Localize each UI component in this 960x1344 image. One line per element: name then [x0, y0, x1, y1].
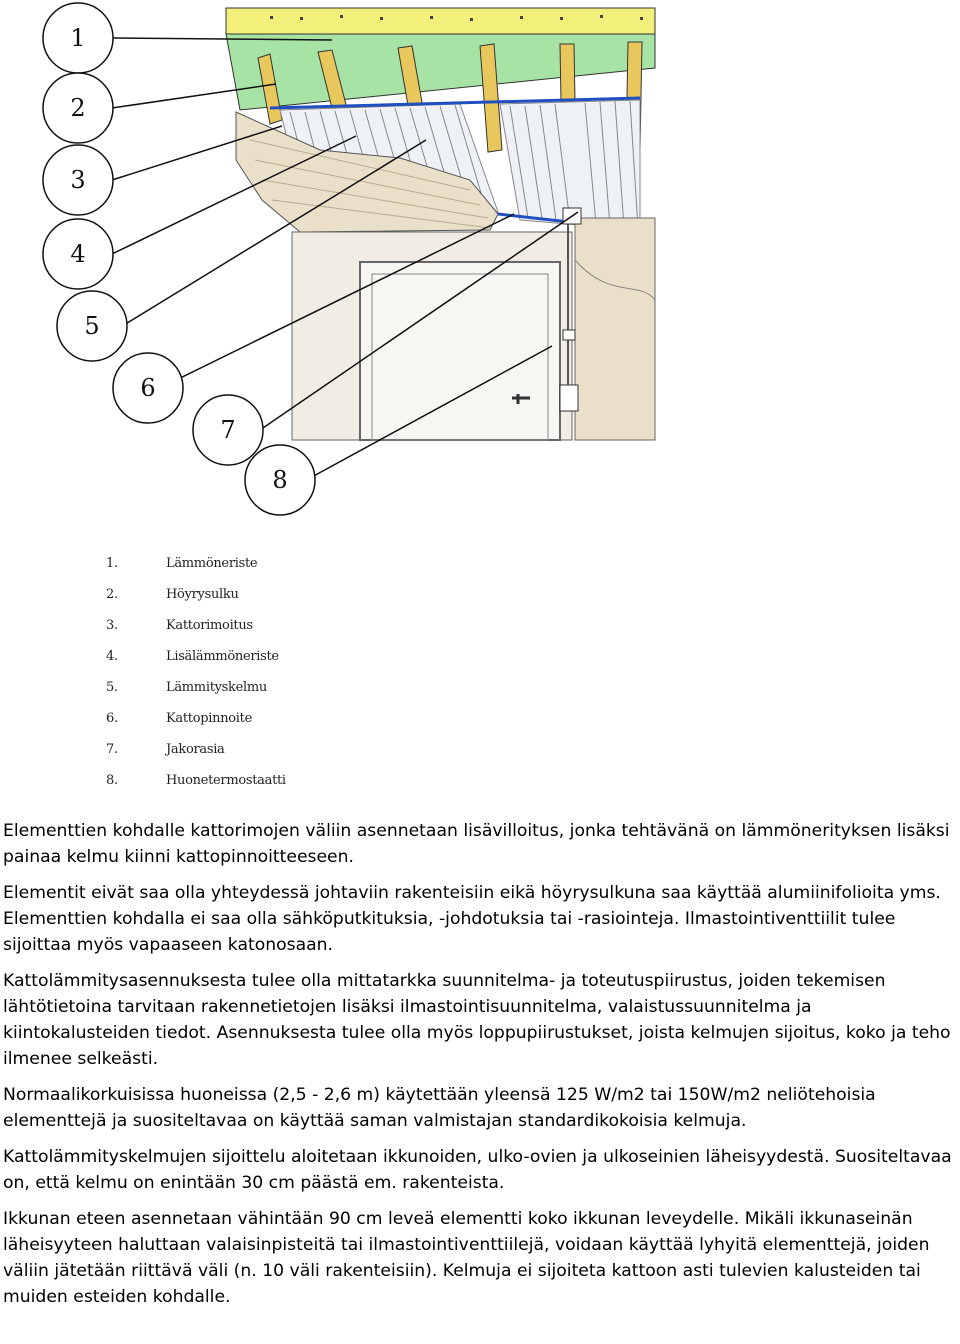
legend-label: Lisälämmöneriste [166, 649, 279, 664]
legend-label: Kattopinnoite [166, 711, 252, 726]
legend-label: Lämmöneriste [166, 556, 258, 571]
paragraph: Elementtien kohdalle kattorimojen väliin asennetaan lisävilloitus, jonka tehtävänä on lämmönerityksen lisäksi painaa kelmu kiinni kattopinnoitteeseen. [3, 821, 950, 867]
paragraph: Ikkunan eteen asennetaan vähintään 90 cm leveä elementti koko ikkunan leveydelle. Mikäli ikkunaseinän läheisyyteen haluttaan valaisinpisteitä tai ilmastointiventtiilejä, voidaan käyttää lyhyitä elementtejä, joiden väliin jätetään riittävä väli (n. 10 väli rakenteisiin). Kelmuja ei sijoiteta kattoon asti tulevien kalusteiden tai muiden esteiden kohdalle. [3, 1209, 930, 1307]
callout-label-2: 2 [70, 94, 86, 122]
legend-number: 6. [106, 711, 118, 726]
legend-number: 8. [106, 773, 118, 788]
callout-label-1: 1 [70, 24, 86, 52]
legend-label: Kattorimoitus [166, 618, 253, 633]
legend-label: Huonetermostaatti [166, 773, 286, 788]
paragraph: Normaalikorkuisissa huoneissa (2,5 - 2,6 m) käytettään yleensä 125 W/m2 tai 150W/m2 neliötehoisia elementtejä ja suositeltavaa on käyttää saman valmistajan standardikokoisia kelmuja. [3, 1085, 876, 1131]
paragraph: Kattolämmitysasennuksesta tulee olla mittatarkka suunnitelma- ja toteutuspiirustus, joiden tekemisen lähtötietoina tarvitaan rakennetietojen lisäksi ilmastointisuunnitelma, valaistussuunnitelma ja kiintokalusteiden tiedot. Asennuksesta tulee olla myös loppupiirustukset, joista kelmujen sijoitus, koko ja teho ilmenee selkeästi. [3, 971, 951, 1069]
callout-label-3: 3 [70, 166, 86, 194]
paragraph: Elementit eivät saa olla yhteydessä johtaviin rakenteisiin eikä höyrysulkuna saa käyttää alumiinifolioita yms. Elementtien kohdalla ei saa olla sähköputkituksia, -johdotuksia tai -rasiointeja. Ilmastointiventtiilit tulee sijoittaa myös vapaaseen katonosaan. [3, 883, 941, 955]
thermostat-shape [560, 385, 578, 411]
door [360, 262, 560, 440]
callout-label-7: 7 [220, 416, 236, 444]
ceiling-heating-diagram [0, 0, 960, 520]
ceiling-board [226, 8, 655, 34]
legend-number: 2. [106, 587, 118, 602]
legend-label: Jakorasia [166, 742, 225, 757]
legend-number: 1. [106, 556, 118, 571]
paragraph: Kattolämmityskelmujen sijoittelu aloitetaan ikkunoiden, ulko-ovien ja ulkoseinien läheisyydestä. Suositeltavaa on, että kelmu on enintään 30 cm päästä em. rakenteista. [3, 1147, 952, 1193]
legend-number: 4. [106, 649, 118, 664]
legend-number: 7. [106, 742, 118, 757]
body-text [3, 818, 958, 1320]
callout-label-5: 5 [84, 312, 100, 340]
callout-label-4: 4 [70, 240, 86, 268]
legend-label: Lämmityskelmu [166, 680, 267, 695]
legend-number: 3. [106, 618, 118, 633]
legend-label: Höyrysulku [166, 587, 239, 602]
right-wall [575, 218, 655, 440]
legend-number: 5. [106, 680, 118, 695]
callout-label-6: 6 [140, 374, 156, 402]
callout-label-8: 8 [272, 466, 288, 494]
